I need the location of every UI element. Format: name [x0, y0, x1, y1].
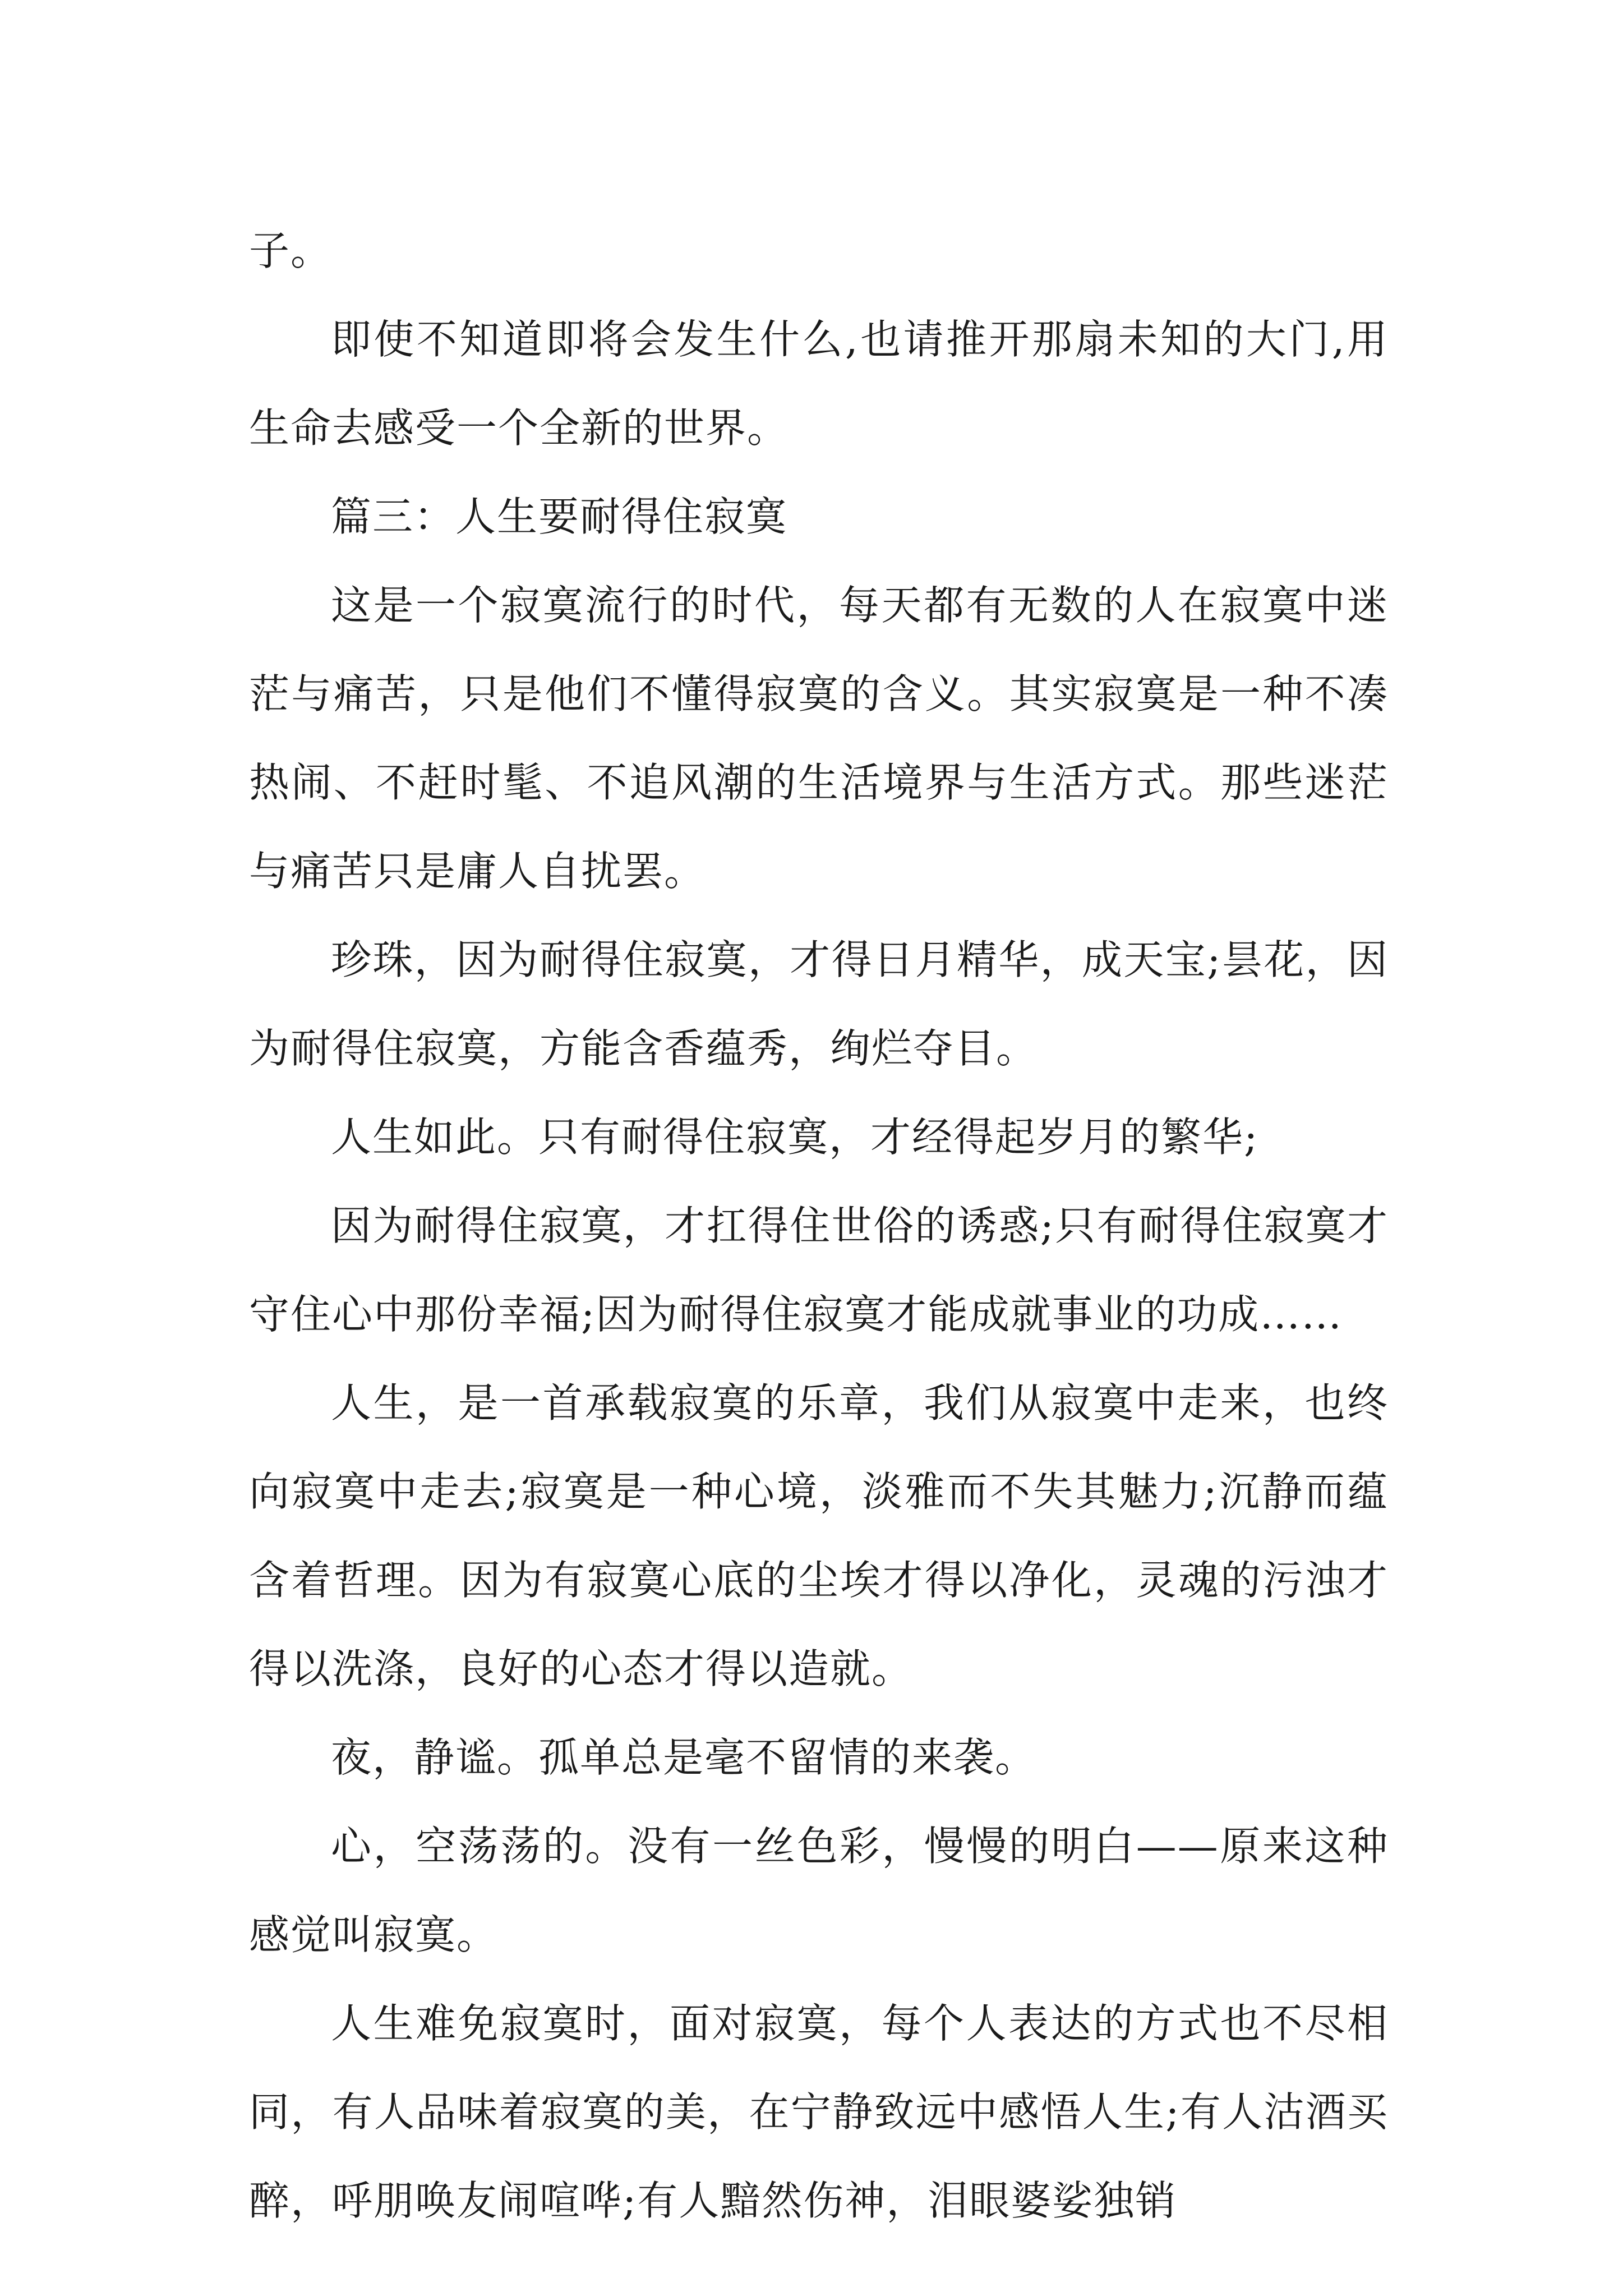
paragraph: 人生，是一首承载寂寞的乐章，我们从寂寞中走来，也终向寂寞中走去;寂寞是一种心境，淡雅而不失其魅力;沉静而蕴含着哲理。因为有寂寞心底的尘埃才得以净化，灵魂的污浊才得以洗涤，良好的心态才得以造就。	[249, 1379, 1389, 1692]
body-text	[249, 206, 1389, 2245]
paragraph: 夜，静谧。孤单总是毫不留情的来袭。	[331, 1734, 1037, 1781]
paragraph: 即使不知道即将会发生什么,也请推开那扇未知的大门,用生命去感受一个全新的世界。	[249, 316, 1389, 452]
section-heading: 篇三：人生要耐得住寂寞	[331, 493, 788, 540]
paragraph: 心，空荡荡的。没有一丝色彩，慢慢的明白——原来这种感觉叫寂寞。	[249, 1823, 1389, 1958]
paragraph: 珍珠，因为耐得住寂寞，才得日月精华，成天宝;昙花，因为耐得住寂寞，方能含香蕴秀，绚烂夺目。	[249, 936, 1389, 1072]
paragraph: 因为耐得住寂寞，才扛得住世俗的诱惑;只有耐得住寂寞才守住心中那份幸福;因为耐得住寂寞才能成就事业的功成……	[249, 1202, 1389, 1338]
paragraph-continuation: 子。	[249, 227, 333, 274]
paragraph: 这是一个寂寞流行的时代，每天都有无数的人在寂寞中迷茫与痛苦，只是他们不懂得寂寞的含义。其实寂寞是一种不凑热闹、不赶时髦、不追风潮的生活境界与生活方式。那些迷茫与痛苦只是庸人自扰罢。	[249, 582, 1389, 895]
paragraph: 人生如此。只有耐得住寂寞，才经得起岁月的繁华;	[331, 1114, 1259, 1161]
paragraph: 人生难免寂寞时，面对寂寞，每个人表达的方式也不尽相同，有人品味着寂寞的美，在宁静致远中感悟人生;有人沽酒买醉，呼朋唤友闹喧哗;有人黯然伤神，泪眼婆娑独销	[249, 2000, 1389, 2224]
